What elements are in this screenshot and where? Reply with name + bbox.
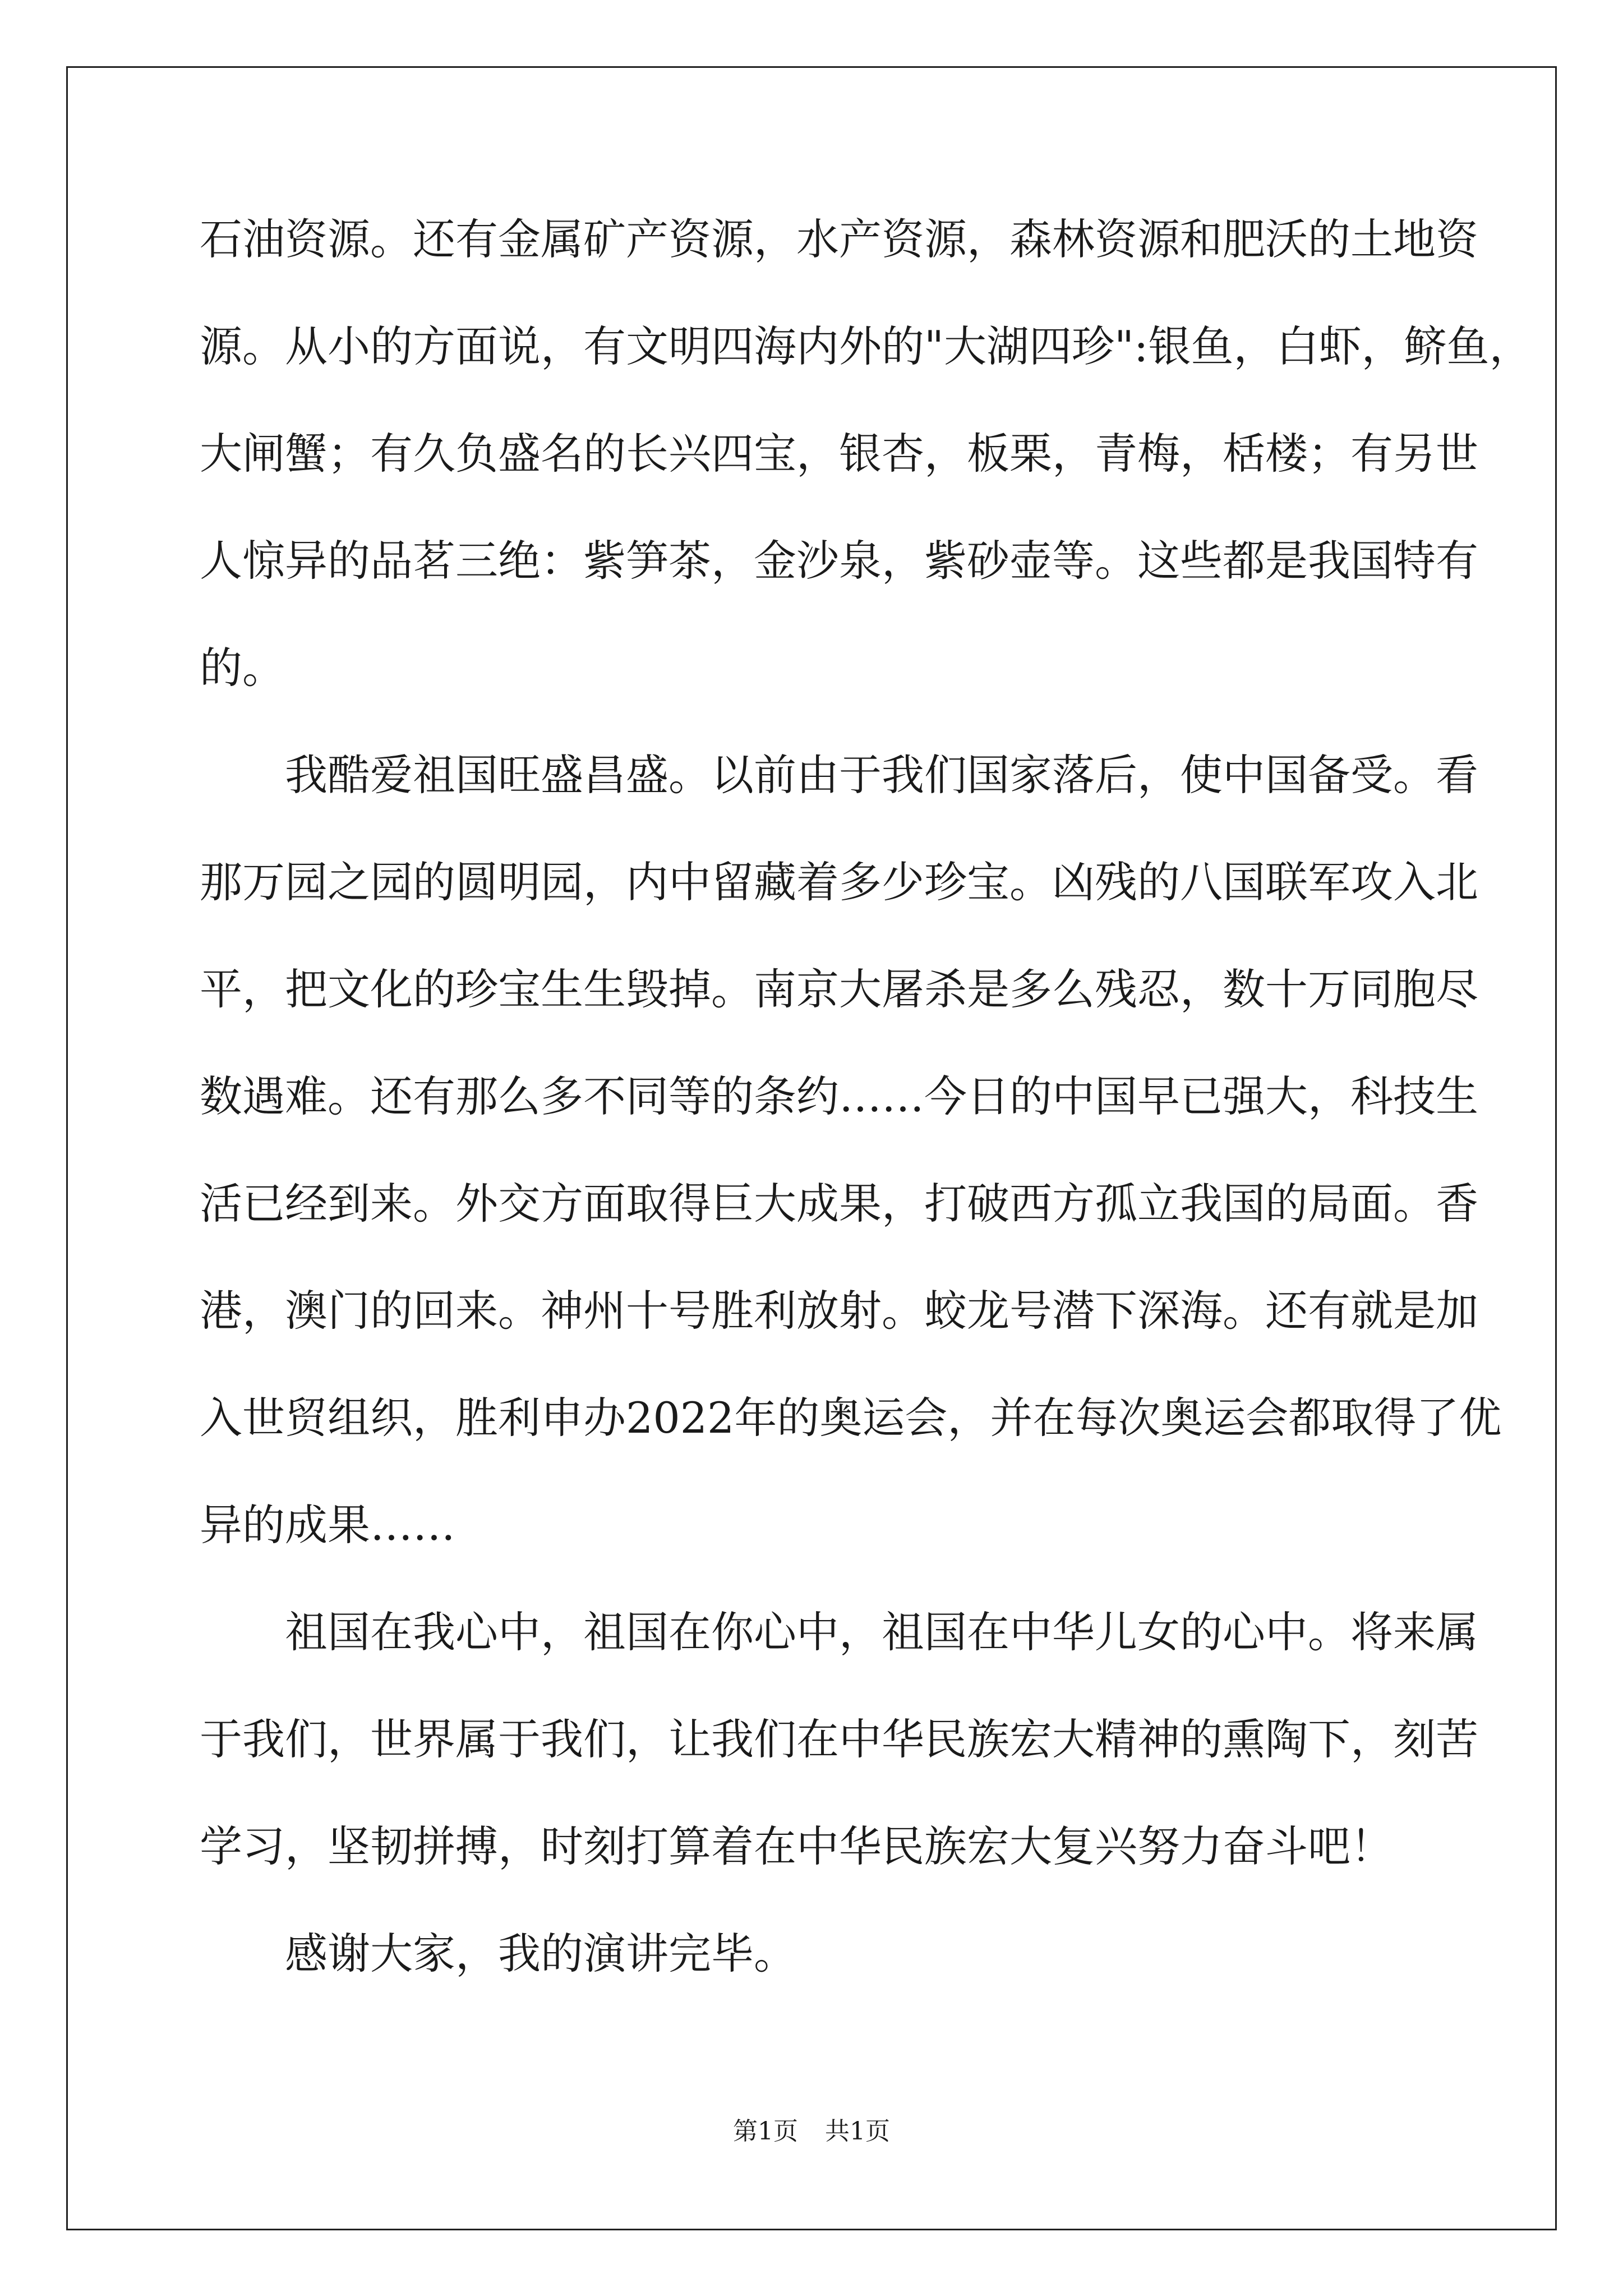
text-line: 平，把文化的珍宝生生毁掉。南京大屠杀是多么残忍，数十万同胞尽 <box>200 964 1478 1014</box>
page-footer <box>0 2115 1623 2148</box>
text-line: 异的成果…… <box>200 1500 455 1550</box>
text-line: 入世贸组织，胜利申办2022年的奥运会，并在每次奥运会都取得了优 <box>200 1393 1502 1443</box>
text-line: 石油资源。还有金属矿产资源，水产资源，森林资源和肥沃的土地资 <box>200 214 1478 264</box>
document-body <box>200 210 1532 2032</box>
text-line: 我酷爱祖国旺盛昌盛。以前由于我们国家落后，使中国备受。看 <box>200 750 1478 800</box>
text-line: 数遇难。还有那么多不同等的条约……今日的中国早已强大，科技生 <box>200 1071 1478 1121</box>
text-line: 人惊异的品茗三绝：紫笋茶，金沙泉，紫砂壶等。这些都是我国特有 <box>200 536 1478 586</box>
text-line: 活已经到来。外交方面取得巨大成果，打破西方孤立我国的局面。香 <box>200 1179 1478 1228</box>
page-number-total: 共1页 <box>825 2117 890 2146</box>
text-line: 港，澳门的回来。神州十号胜利放射。蛟龙号潜下深海。还有就是加 <box>200 1286 1478 1336</box>
text-line: 那万园之园的圆明园，内中留藏着多少珍宝。凶残的八国联军攻入北 <box>200 857 1478 907</box>
text-line: 源。从小的方面说，有文明四海内外的"大湖四珍":银鱼，白虾，鲚鱼， <box>200 321 1532 371</box>
text-line: 于我们，世界属于我们，让我们在中华民族宏大精神的熏陶下，刻苦 <box>200 1714 1478 1764</box>
text-line: 学习，坚韧拼搏，时刻打算着在中华民族宏大复兴努力奋斗吧！ <box>200 1821 1393 1871</box>
text-line: 大闸蟹；有久负盛名的长兴四宝，银杏，板栗，青梅，栝楼；有另世 <box>200 429 1478 478</box>
text-line: 的。 <box>200 643 285 693</box>
text-line: 祖国在我心中，祖国在你心中，祖国在中华儿女的心中。将来属 <box>200 1607 1478 1657</box>
page-number-current: 第1页 <box>733 2117 798 2146</box>
text-line: 感谢大家，我的演讲完毕。 <box>200 1929 796 1978</box>
